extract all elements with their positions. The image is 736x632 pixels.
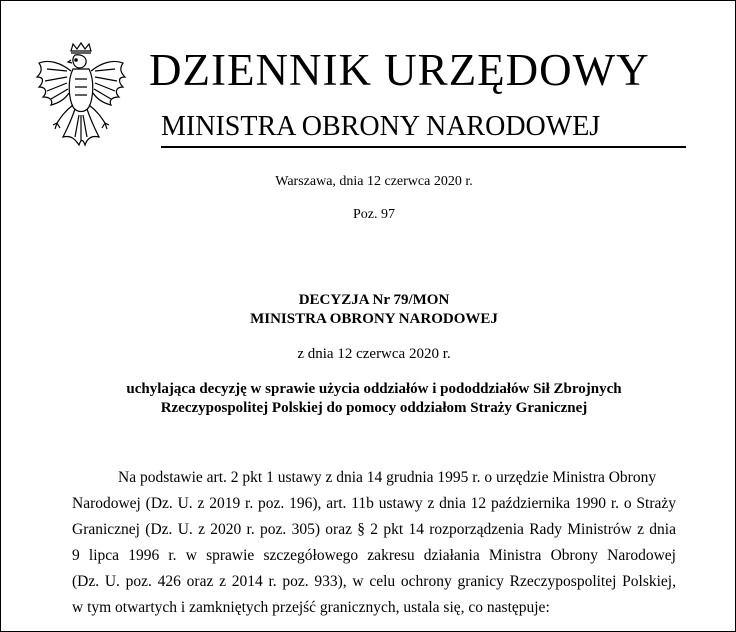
decision-subject-line: Rzeczypospolitej Polskiej do pomocy oddziałom Straży Granicznej [160,400,588,416]
decision-subject [1,380,736,418]
place-date: Warszawa, dnia 12 czerwca 2020 r. [275,174,473,189]
position-number: Poz. 97 [353,207,395,222]
body-line: w tym otwartych i zamkniętych przejść granicznych, ustala się, co następuje: [72,599,550,616]
gazette-subtitle: MINISTRA OBRONY NARODOWEJ [161,111,686,148]
decision-date: z dnia 12 czerwca 2020 r. [297,346,451,362]
body-line: Narodowej (Dz. U. z 2019 r. poz. 196), art. 11b ustawy z dnia 12 października 1990 r. o Straży [72,495,676,512]
decision-subject-line: uchylająca decyzję w sprawie użycia oddziałów i pododdziałów Sił Zbrojnych [126,381,622,397]
polish-eagle-emblem-icon [33,41,129,153]
body-line: (Dz. U. poz. 426 oraz z 2014 r. poz. 933), w celu ochrony granicy Rzeczypospolitej Polskiej, [72,573,676,590]
body-line: Na podstawie art. 2 pkt 1 ustawy z dnia 14 grudnia 1995 r. o urzędzie Ministra Obrony [118,469,657,486]
decision-title-line: DECYZJA Nr 79/MON [298,292,450,308]
gazette-title: DZIENNIK URZĘDOWY [149,45,650,95]
body-line: Granicznej (Dz. U. z 2020 r. poz. 305) oraz § 2 pkt 14 rozporządzenia Rady Ministrów z dnia [72,521,676,538]
body-paragraph [72,465,676,621]
decision-title-line: MINISTRA OBRONY NARODOWEJ [250,311,498,327]
body-line: 9 lipca 1996 r. w sprawie szczegółowego zakresu działania Ministra Obrony Narodowej [72,547,676,564]
decision-title [1,291,736,329]
